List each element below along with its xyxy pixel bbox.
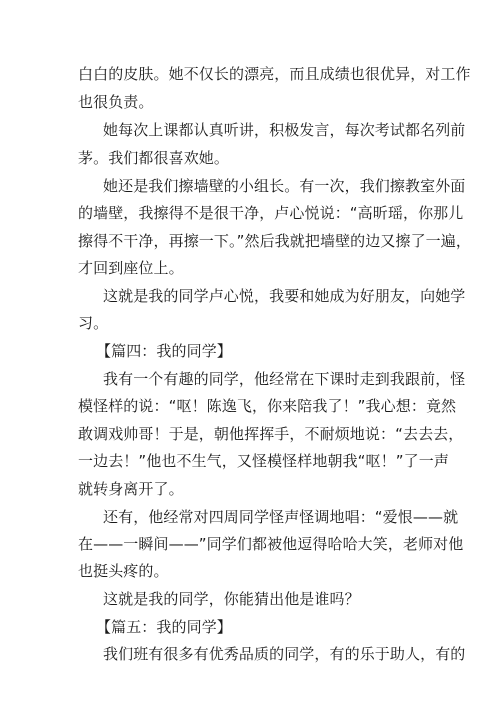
- text-line-20: 这就是我的同学，你能猜出他是谁吗？: [103, 590, 360, 608]
- text-line-18: 在——一瞬间——”同学们都被他逗得哈哈大笑，老师对他: [78, 535, 464, 553]
- text-line-16: 就转身离开了。: [78, 480, 184, 498]
- text-line-10: 习。: [78, 314, 109, 332]
- text-line-12: 我有一个有趣的同学，他经常在下课时走到我跟前，怪: [103, 370, 466, 388]
- text-line-15: 一边去！”他也不生气，又怪模怪样地朝我“呕！”了一声: [78, 452, 449, 470]
- section-heading-5: 【篇五：我的同学】: [96, 618, 232, 636]
- section-heading-4: 【篇四：我的同学】: [96, 342, 232, 360]
- text-line-4: 茅。我们都很喜欢她。: [78, 149, 230, 167]
- text-line-5: 她还是我们擦墙壁的小组长。有一次，我们擦教室外面: [103, 177, 466, 195]
- text-line-14: 敢调戏帅哥！于是，朝他挥挥手，不耐烦地说：“去去去，: [78, 425, 464, 443]
- text-line-8: 才回到座位上。: [78, 259, 184, 277]
- text-line-17: 还有，他经常对四周同学怪声怪调地唱：“爱恨——就: [103, 508, 459, 526]
- text-line-6: 的墙壁，我擦得不是很干净，卢心悦说：“高昕瑶，你那儿: [78, 204, 464, 222]
- text-line-19: 也挺头疼的。: [78, 562, 169, 580]
- text-line-2: 也很负责。: [78, 93, 154, 111]
- text-line-13: 模怪样的说：“呕！陈逸飞，你来陪我了！”我心想：竟然: [78, 397, 457, 415]
- text-line-1: 白白的皮肤。她不仅长的漂亮，而且成绩也很优异，对工作: [78, 65, 471, 83]
- text-line-7: 擦得不干净，再擦一下。”然后我就把墙壁的边又擦了一遍，: [78, 232, 471, 250]
- text-line-3: 她每次上课都认真听讲，积极发言，每次考试都名列前: [103, 121, 466, 139]
- text-line-9: 这就是我的同学卢心悦，我要和她成为好朋友，向她学: [103, 287, 466, 305]
- text-line-22: 我们班有很多有优秀品质的同学，有的乐于助人，有的: [103, 645, 466, 663]
